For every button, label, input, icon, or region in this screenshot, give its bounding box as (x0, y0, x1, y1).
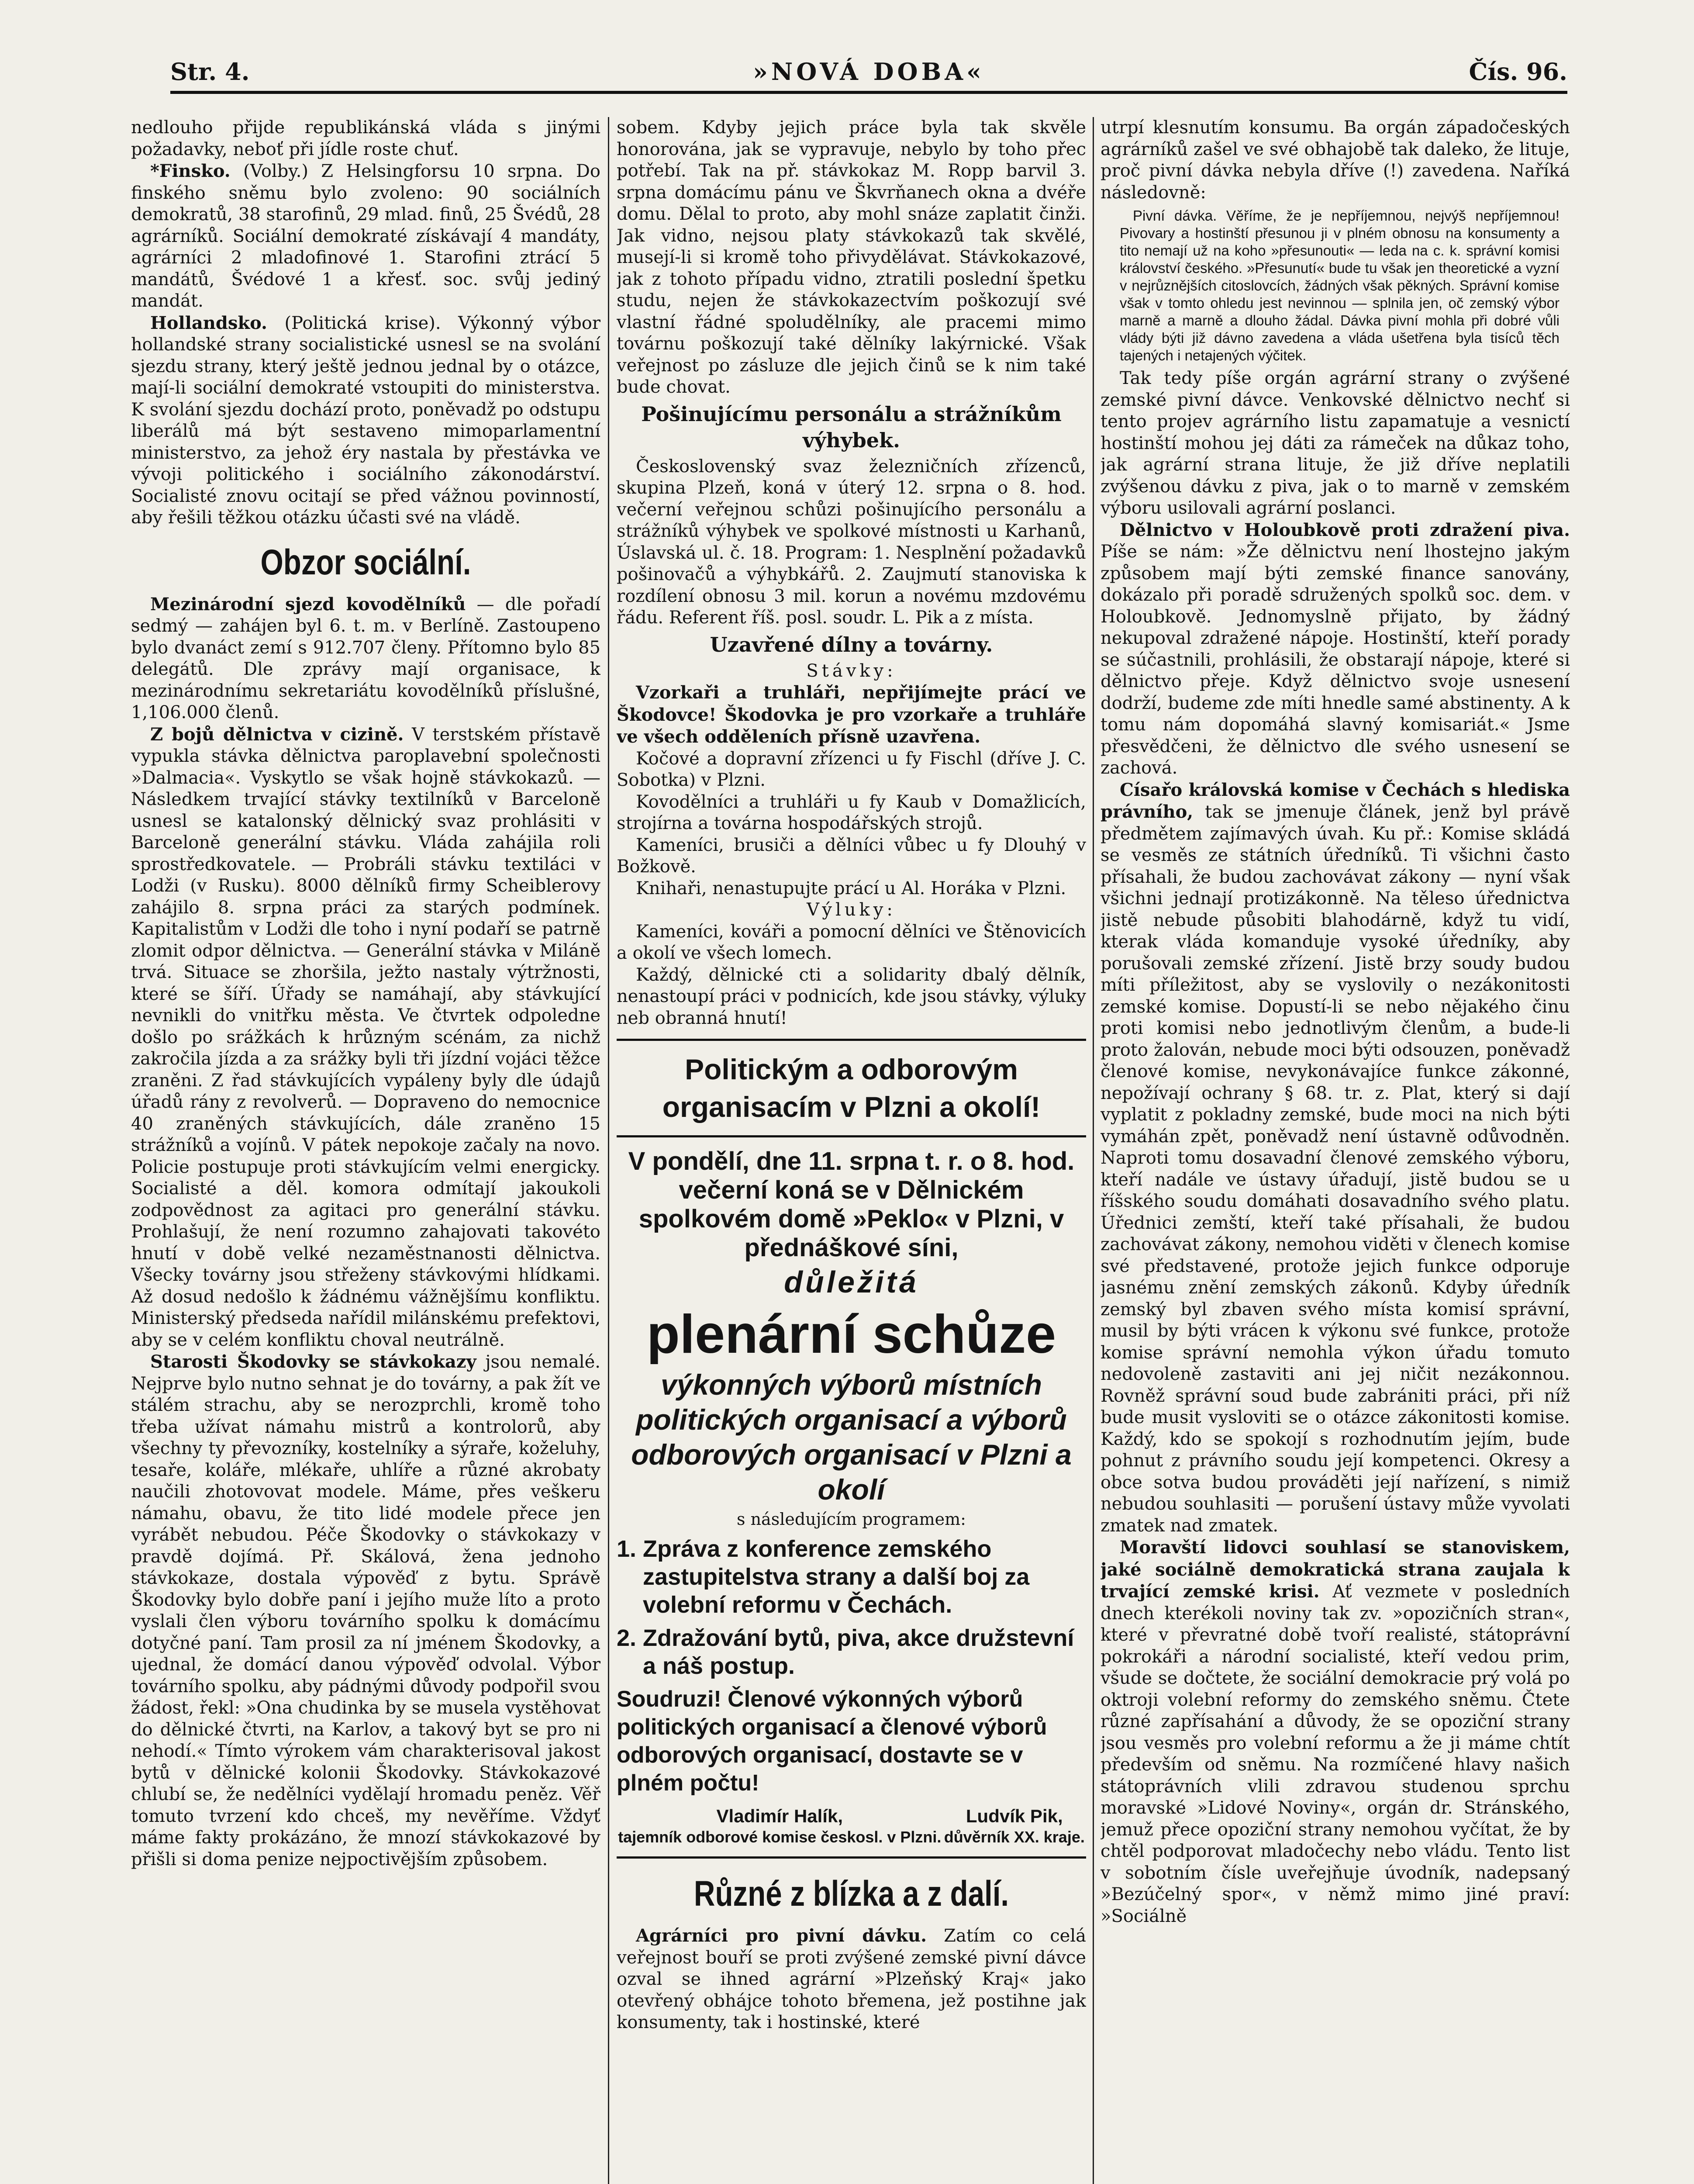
article-lead: Agrárníci pro pivní dávku. (636, 1925, 927, 1946)
strike-item: Kovodělníci a truhláři u fy Kaub v Domažlicích, strojírna a továrna hospodářských strojů. (617, 791, 1086, 833)
lockout-item: Kameníci, kováři a pomocní dělníci ve Štěnovicích a okolí ve všech lomech. (617, 921, 1086, 963)
notice-program (617, 1535, 1086, 1680)
quoted-text (1120, 207, 1559, 364)
article-text: Zatím co celá veřejnost bouří se proti zvýšené zemské pivní dávce ozval se ihned agrární »Plzeňský Kraj« jako otevřený obhájce tohoto břemena, jež postihne jak konsumenty, tak i hostinské, které (617, 1926, 1086, 2032)
strike-notice-bold: Vzorkaři a truhláři, nepřijímejte prácí ve Škodovce! Škodovka je pro vzorkaře a truhláře ve všech odděleních přísně uzavřena. (617, 682, 1086, 747)
article-heading: Uzavřené dílny a továrny. (710, 632, 993, 657)
article-lead: Dělnictvo v Holoubkově proti zdražení piva. (1120, 519, 1570, 540)
article-text: sobem. Kdyby jejich práce byla tak skvěle honorována, jak se vypravuje, nebylo by toho přec potřebí. Tak na př. stávkokaz M. Ropp barvil 3. srpna domácímu pánu ve Škvrňanech okna a dvéře domu. Dělal to proto, aby mohl snáze zaplatit činži. Jak vidno, nejsou platy stávkokazů tak skvělé, musejí-li si kromě toho přivydělávat. Stávkokazové, jak z tohoto případu vidno, ztratili poslední špetku studu, nejen že stávkokazectvím poškozují své vlastní řádné spoludělníky, ale pracemi mimo továrnu poškozují také dělníky lakýrnické. Však veřejnost po zásluze dle jejich činů se k nim také bude chovat. (617, 117, 1086, 397)
rule (617, 1856, 1086, 1859)
article-text: Ať vezmete v posledních dnech kterékoli noviny tak zv. »opozičních stran«, které v převratné době tvoří realisté, státoprávní pokrokáři a národní socialisté, kteří vedou prim, všude se dočtete, že sociální demokracie prý volá po oktroji volební reformy do zemského sněmu. Čtete různé zapřísahání a důvody, že se opoziční strany jsou vesměs pro volební reformu a že ji máme chtít především od sněmu. Na rozmíčené hlavy našich státoprávních vlili zdravou studenou sprchu moravské »Lidové Noviny«, orgán dr. Stránského, jemuž přece opoziční strany nemohou vyčítat, že by chtěl podporovat mladočechy nebo vládu. Tento list v sobotním čísle uveřejňuje úvodník, nadepsaný »Bezúčelný spor«, v němž mimo jiné praví: »Sociálně (1101, 1582, 1570, 1926)
article-agrarnici (617, 1925, 1086, 2034)
article-lead: Moravští lidovci souhlasí se stanoviskem, jaké sociálně demokratická strana zaujala k trvající zemské krisi. (1101, 1537, 1570, 1602)
signature-role: tajemník odborové komise českosl. v Plzni. (618, 1828, 942, 1846)
article-boj (131, 724, 600, 1351)
notice-title: Politickým a odborovým organisacím v Plzni a okolí! (662, 1053, 1041, 1123)
column-3 (1101, 117, 1570, 2184)
newspaper-title: »NOVÁ DOBA« (753, 58, 985, 86)
section-heading: Různé z blízka a z dalí. (693, 1874, 1009, 1914)
notice-main-title: plenární schůze (646, 1304, 1056, 1365)
article-lead: Císařo královská komise v Čechách s hlediska právního, (1101, 779, 1570, 822)
article-text: nedlouho přijde republikánská vláda s jinými požadavky, neboť při jídle roste chuť. (131, 117, 600, 159)
quote-paragraph: Pivní dávka. Věříme, že je nepříjemnou, nejvýš nepříjemnou! Pivovary a hostinští přesunou ji v plném obnosu na konsumenty a tito nemají už na koho »přesunouti« — leda na c. k. správní komisi království českého. »Přesunutí« bude tu však jen theoretické a vyzní v nejrůznějších citoslovcích, žádných však pěkných. Správní komise však v tomto ohledu jest nevinnou — splnila jen, oč zemský výbor marně a marně a dlouho žádal. Dávka pivní mohla při dobré vůli vlády býti již dávno zavedena a vláda ušetřena byla tisíců těch tajených i netajených výčitek. (1120, 207, 1559, 363)
article-text: V terstském přístavě vypukla stávka dělnictva paroplavební společnosti »Dalmacia«. Vyskytlo se však hojně stávkokazů. — Následkem trvající stávky textilníků v Barceloně usnesl se katalonský dělnický svaz prohlásiti v Barceloně generální stávku. Vláda zahájila roli sprostředkovatele. — Probráli stávku textiláci v Lodži (v Rusku). 8000 dělníků firmy Scheiblerovy zahájilo 8. srpna práci za starých podmínek. Kapitalistům v Lodži dle toho i nyní podaří se patrně zlomit odpor dělnictva. — Generální stávka v Miláně trvá. Situace se zhoršila, ježto nastaly výtržnosti, které se šíří. Úřady se namáhají, aby stávkující nevnikli do vnitřku města. Ve čtvrtek odpoledne došlo po srážkách k hrůzným scénám, za nichž zakročila jízda a za srážky byli tři jízdní vojáci těžce zraněni. Z řad stávkujících vypáleny byly dle údajů úřadů rány z revolverů. — Dopraveno do nemocnice 40 zraněných stávkujících, dále zraněno 15 strážníků a vojínů. V pátek nepokoje začaly na novo. Policie postupuje proti stávkujícím velmi energicky. Socialisté a děl. komora odmítají jakoukoli zodpovědnost za agitaci pro generální stávku. Prohlašují, že není rozumno zahajovati takovéto hnutí v době velké nezaměstnanosti dělnictva. Všecky továrny jsou střeženy stávkovými hlídkami. Až dosud nedošlo k žádnému vážnějšímu konfliktu. Ministerský předseda nařídil milánskému prefektovi, aby se v celém konfliktu choval neutrálně. (131, 724, 600, 1350)
article-lead: Mezinárodní sjezd kovodělníků (150, 594, 466, 615)
signature-name: Ludvík Pik, (966, 1806, 1063, 1826)
article-lead: *Finsko. (150, 161, 231, 181)
article-text: utrpí klesnutím konsumu. Ba orgán západočeských agrárníků zašel ve své obhajobě tak daleko, že lituje, proč pivní dávka nebyla dříve (!) zavedena. Naříká následovně: (1101, 117, 1570, 203)
program-item: 2. Zdražování bytů, piva, akce družstevní a náš postup. (617, 1625, 1074, 1679)
signature-name: Vladimír Halík, (716, 1806, 843, 1826)
meeting-notice (617, 1051, 1086, 1847)
article-text: Píše se nám: »Že dělnictvu není lhostejno jakým způsobem mají býti zemské finance sanovány, dokázalo při poradě sdružených spolků soc. dem. v Holoubkově. Jednomyslně přijato, by žádný nekupoval zdražené nápoje. Hostinští, kteří porady se súčastnili, prohlásili, že obstarají nápoje, které si dělnictvo přeje. Když dělnictvo svoje usnesení dodrží, budeme zde míti hnedle samé abstinenty. A k tomu nám dopomáhá slavný komisariát.« Jsme přesvědčeni, že dělnictvo dle svého usnesení se zachová. (1101, 542, 1570, 778)
article-hollandsko (131, 312, 600, 529)
notice-organisations: výkonných výborů místních politických organisací a výborů odborových organisací v Plzni a okolí (631, 1368, 1072, 1506)
subheading-vyluky: Výluky: (807, 900, 896, 920)
issue-number: Čís. 96. (1469, 58, 1567, 86)
notice-date: V pondělí, dne 11. srpna t. r. o 8. hod. večerní koná se v Dělnickém spolkovém domě »Peklo« v Plzni, v přednáškové síni, (628, 1147, 1075, 1262)
article-lidovci (1101, 1537, 1570, 1927)
page-header (170, 52, 1567, 94)
rule (617, 1039, 1086, 1041)
article-holoubkov (1101, 519, 1570, 779)
signature (944, 1805, 1085, 1847)
column-divider (1093, 117, 1094, 2184)
article-skodovka (131, 1351, 600, 1870)
column-divider (608, 117, 609, 2184)
strike-notice (617, 682, 1086, 748)
article-text: Československý svaz železničních zřízenců, skupina Plzeň, koná v úterý 12. srpna o 8. hod. večerní veřejnou schůzi pošinujícího personálu a strážníků výhybek ve spolkové místnosti u Karhanů, Úslavská ul. č. 18. Program: 1. Nesplnění požadavků pošinovačů a výhybkářů. 2. Zaujmutí stanoviska k rozdílení obnosu 3 mil. korun a novému mzdovému řádu. Referent říš. posl. soudr. L. Pik a z místa. (617, 456, 1086, 628)
notice-important: důležitá (784, 1265, 919, 1299)
article-text: — dle pořadí sedmý — zahájen byl 6. t. m. v Berlíně. Zastoupeno bylo dvanáct zemí s 912.707 členy. Přítomno bylo 85 delegátů. Dle zprávy mají organisace, k mezinárodnímu sekretariátu kovodělníků příslušné, 1,106.000 členů. (131, 594, 600, 722)
article-heading: Pošinujícímu personálu a strážníkům výhybek. (641, 402, 1062, 452)
strike-item: Kočové a dopravní zřízenci u fy Fischl (dříve J. C. Sobotka) v Plzni. (617, 748, 1086, 790)
rule (617, 1135, 1086, 1137)
article-komise (1101, 779, 1570, 1537)
article-text: Tak tedy píše orgán agrární strany o zvýšené zemské pivní dávce. Venkovské dělnictvo nechť si tento projev agrárního listu zapamatuje a vesnictí hostinští mohou jej dáti za rámeček na důkaz toho, jak agrární strana lituje, že již dříve neplatili zvýšenou dávku z piva, jak o to marně v zemském výboru usilovali agrární poslanci. (1101, 368, 1570, 518)
solidarity-notice: Každý, dělnické cti a solidarity dbalý dělník, nenastoupí práci v podnicích, kde jsou stávky, výluky neb obranná hnutí! (617, 964, 1086, 1028)
notice-program-intro: s následujícím programem: (736, 1510, 966, 1529)
strike-item: Kameníci, brusiči a dělníci vůbec u fy Dlouhý v Božkově. (617, 835, 1086, 877)
signature (618, 1805, 941, 1847)
article-lead: Z bojů dělnictva v cizině. (150, 724, 404, 745)
column-1 (131, 117, 600, 2170)
article-finsko (131, 160, 600, 312)
article-text: (Volby.) Z Helsingforsu 10 srpna. Do finského sněmu bylo zvoleno: 90 sociálních demokratů, 38 starofinů, 29 mlad. finů, 25 Švédů, 28 agrárníků. Sociální demokraté získávají 4 mandáty, agrárníci 2 mladofinové 1. Starofini ztrácí 5 mandátů, Švédové 1 a křesť. soc. svůj jediný mandát. (131, 161, 600, 311)
article-text: tak se jmenuje článek, jenž byl právě předmětem zajímavých úvah. Ku př.: Komise skládá se vesměs ze státních úředníků. Ti všichni často přísahali, že budou zachovávat zákony — nyní však všichni jednají protizákonně. Na těleso úřednictva jistě nebude působiti blahodárně, když tu vidí, kterak vláda komanduje vysoké úředníky, aby porušovali zemské zřízení. Jistě brzy soudy budou míti příležitost, aby se vyslovily o nezákonitosti zemské komise. Dopustí-li se nebo nějakého činu proti komisi nebo jednotlivým členům, a bude-li proto žalován, nebude moci býti odsouzen, poněvadž členové komise, nevykonávajíce funkce zákonné, nepožívají ochrany § 68. tr. z. Plat, který si dají vyplatit z pokladny zemské, bude moci na nich býti vymáhán zpět, poněvadž není ústavně odůvodněn. Naproti tomu dosavadní členové zemského výboru, kteří nadále ve ústavy úřadují, jistě budou se u říšského soudu domáhati dosavadního svého platu. Úřednici zemští, kteří také přísahali, že budou zachovávat zákony, nemohou viděti v členech komise své představené, protože jejich funkce odporuje jasnému znění zemských zákonů. Kdyby úředník zemský byl zbaven svého místa komisí správní, musil by býti vrácen k výkonu své funkce, protože komise správní nemohla výkon úřadu tomuto nedovoleně zastaviti ani jej ničit nezákonnou. Rovněž správní soud bude zabrániti práci, při níž bude musit vysloviti se o otázce zákonitosti komise. Každý, kdo se spokojí s rozhodnutím jejím, bude pohnut z právního soudu její kompetenci. Okresy a obce sotva budou prováděti její nařízení, s nimiž nebudou souhlasiti — porušení ústavy může vyvolati zmatek nad zmatek. (1101, 802, 1570, 1536)
page-number: Str. 4. (170, 58, 250, 86)
notice-call: Soudruzi! Členové výkonných výborů politických organisací a členové výborů odborových organisací, dostavte se v plném počtu! (617, 1686, 1047, 1796)
article-text: (Politická krise). Výkonný výbor hollandské strany socialistické usnesl se na svolání sjezdu strany, který ještě jednou jednal by o otázce, mají-li sociální demokraté vstoupiti do ministerstva. K svolání sjezdu dochází proto, poněvadž po odstupu liberálů má být sestaveno mimoparlamentní ministerstvo, za jehož éry nastala by přestávka ve vývoji politického i sociálního zákonodárství. Socialisté znovu ocitají se před vážnou povinností, aby řešili těžkou otázku účasti své na vládě. (131, 313, 600, 528)
article-lead: Starosti Škodovky se stávkokazy (150, 1351, 476, 1372)
program-item: 1. Zpráva z konference zemského zastupitelstva strany a další boj za volební reformu v Čechách. (617, 1536, 1030, 1618)
article-text: jsou nemalé. Nejprve bylo nutno sehnat je do továrny, a pak žít ve stálém strachu, aby se nerozprchli, kromě toho třeba užívat námahu mistrů a kontrolorů, aby všechny ty převozníky, kostelníky a sýraře, koželuhy, tesaře, koláře, mlékaře, uhlíře a různé akrobaty naučili zhotovovat modele. Máme, přes veškeru námahu, obavu, že tito lidé modele přece jen vyrábět nebudou. Péče Škodovky o stávkokazy v pravdě dojímá. Př. Skálová, žena jednoho stávkokaze, dostala výpověď z bytu. Správě Škodovky bylo dobře paní i jejího muže líto a proto vyslali člen výboru továrního spolku k domácímu dotyčné paní. Tam prosil za ní jménem Škodovky, a ujednal, že domácí danou výpověď odvolal. Výbor továrního spolku, aby pádnými důvody podpořil svou žádost, řekl: »Ona chudinka by se musela vystěhovat do dělnické čtvrti, na Karlov, a takový byt se pro ni nehodí.« Tímto výrokem vám charakterisoval jakost bytů v dělnické kolonii Škodovky. Stávkokazové chlubí se, že nedělníci vydělají hromadu peněz. Věř tomuto tvrzení kdo chceš, my nevěříme. Vždyť máme fakty prokázáno, že mnozí stávkokazové by přišli si doma penize nejpoctivějším způsobem. (131, 1352, 600, 1870)
strike-item: Knihaři, nenastupujte prácí u Al. Horáka v Plzni. (636, 878, 1066, 898)
notice-signatures (617, 1805, 1086, 1847)
signature-role: důvěrník XX. kraje. (944, 1828, 1085, 1846)
column-2 (617, 117, 1086, 2184)
article-lead: Hollandsko. (150, 312, 267, 333)
subheading-stavky: Stávky: (806, 660, 897, 681)
article-kovodelnici (131, 594, 600, 724)
section-heading: Obzor sociální. (260, 542, 471, 582)
